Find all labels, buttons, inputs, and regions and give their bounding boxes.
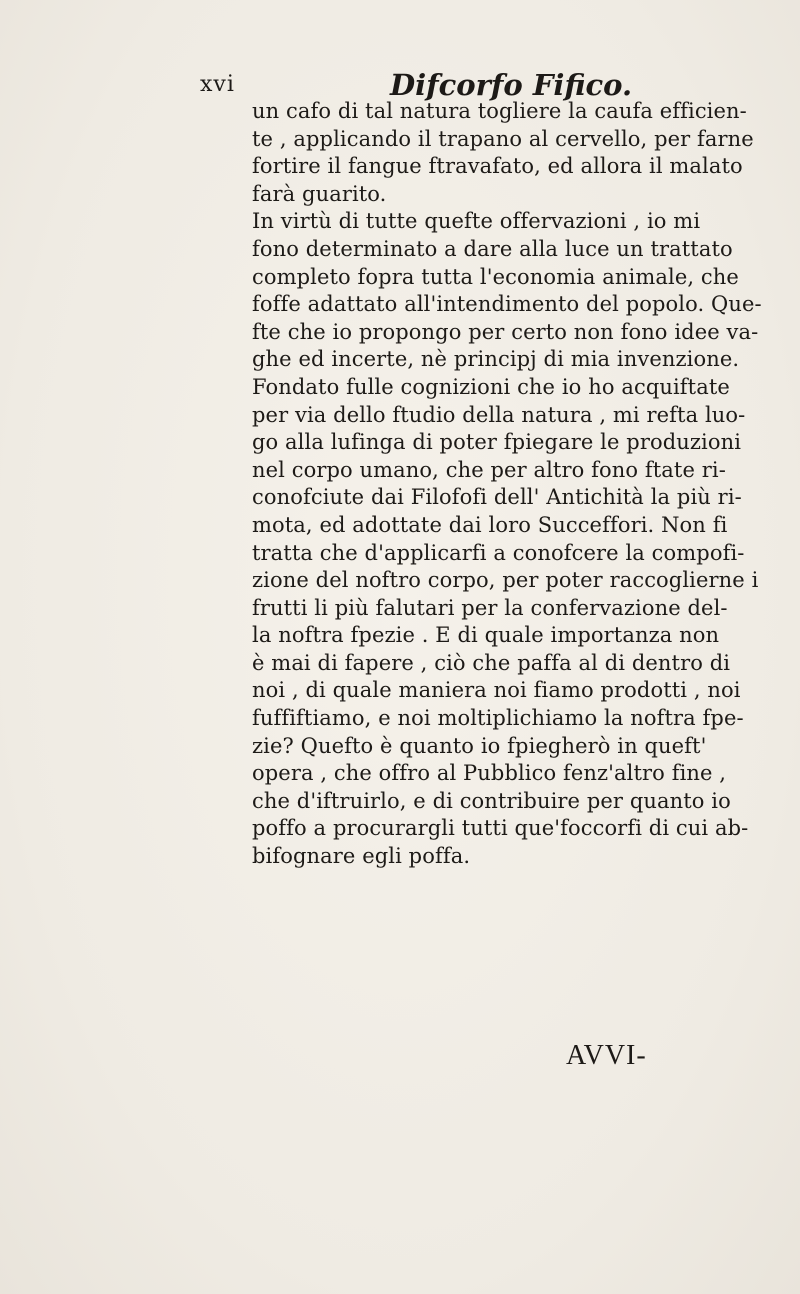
text-line: opera , che offro al Pubblico fenz'altro fine ,	[252, 761, 727, 786]
catchword: AVVI-	[566, 1040, 647, 1071]
text-line: mota, ed adottate dai loro Succeffori. Non fi	[252, 512, 728, 537]
text-line: te , applicando il trapano al cervello, per farne	[252, 126, 754, 151]
text-line: fuffiftiamo, e noi moltiplichiamo la noftra fpe-	[252, 706, 744, 731]
text-line: farà guarito.	[252, 181, 387, 206]
text-line: che d'iftruirlo, e di contribuire per quanto io	[252, 788, 731, 813]
page-number: xvi	[200, 72, 235, 97]
text-line: noi , di quale maniera noi fiamo prodotti , noi	[252, 678, 741, 703]
text-line: zie? Quefto è quanto io fpiegherò in queft'	[252, 733, 707, 758]
text-line: la noftra fpezie . E di quale importanza non	[252, 623, 720, 648]
text-line: è mai di fapere , ciò che paffa al di dentro di	[252, 650, 731, 675]
text-line: foffe adattato all'intendimento del popolo. Que-	[252, 292, 762, 317]
page-header	[200, 60, 633, 102]
text-line: tratta che d'applicarfi a conofcere la compofi-	[252, 540, 745, 565]
text-line: nel corpo umano, che per altro fono ftate ri-	[252, 457, 726, 482]
text-line: poffo a procurargli tutti que'foccorfi di cui ab-	[252, 816, 749, 841]
text-line: In virtù di tutte quefte offervazioni , io mi	[252, 209, 701, 234]
text-line: Fondato fulle cognizioni che io ho acquiftate	[252, 374, 730, 399]
text-line: conofciute dai Filofofi dell' Antichità la più ri-	[252, 485, 742, 510]
text-line: bifognare egli poffa.	[252, 844, 471, 869]
text-line: un cafo di tal natura togliere la caufa efficien-	[252, 99, 747, 123]
text-line: go alla lufinga di poter fpiegare le produzioni	[252, 430, 742, 455]
text-line: frutti li più falutari per la confervazione del-	[252, 595, 728, 620]
text-line: ghe ed incerte, nè principj di mia invenzione.	[252, 347, 740, 372]
text-line: zione del noftro corpo, per poter raccoglierne i	[252, 568, 759, 593]
text-line: completo fopra tutta l'economia animale, che	[252, 264, 739, 289]
text-line: fortire il fangue ftravafato, ed allora il malato	[252, 154, 743, 179]
running-head: Difcorfo Fifico.	[390, 68, 633, 102]
text-line: fono determinato a dare alla luce un trattato	[252, 236, 733, 261]
text-line: fte che io propongo per certo non fono idee va-	[252, 319, 759, 344]
text-line: per via dello ftudio della natura , mi refta luo-	[252, 402, 746, 427]
body-text	[252, 98, 782, 871]
